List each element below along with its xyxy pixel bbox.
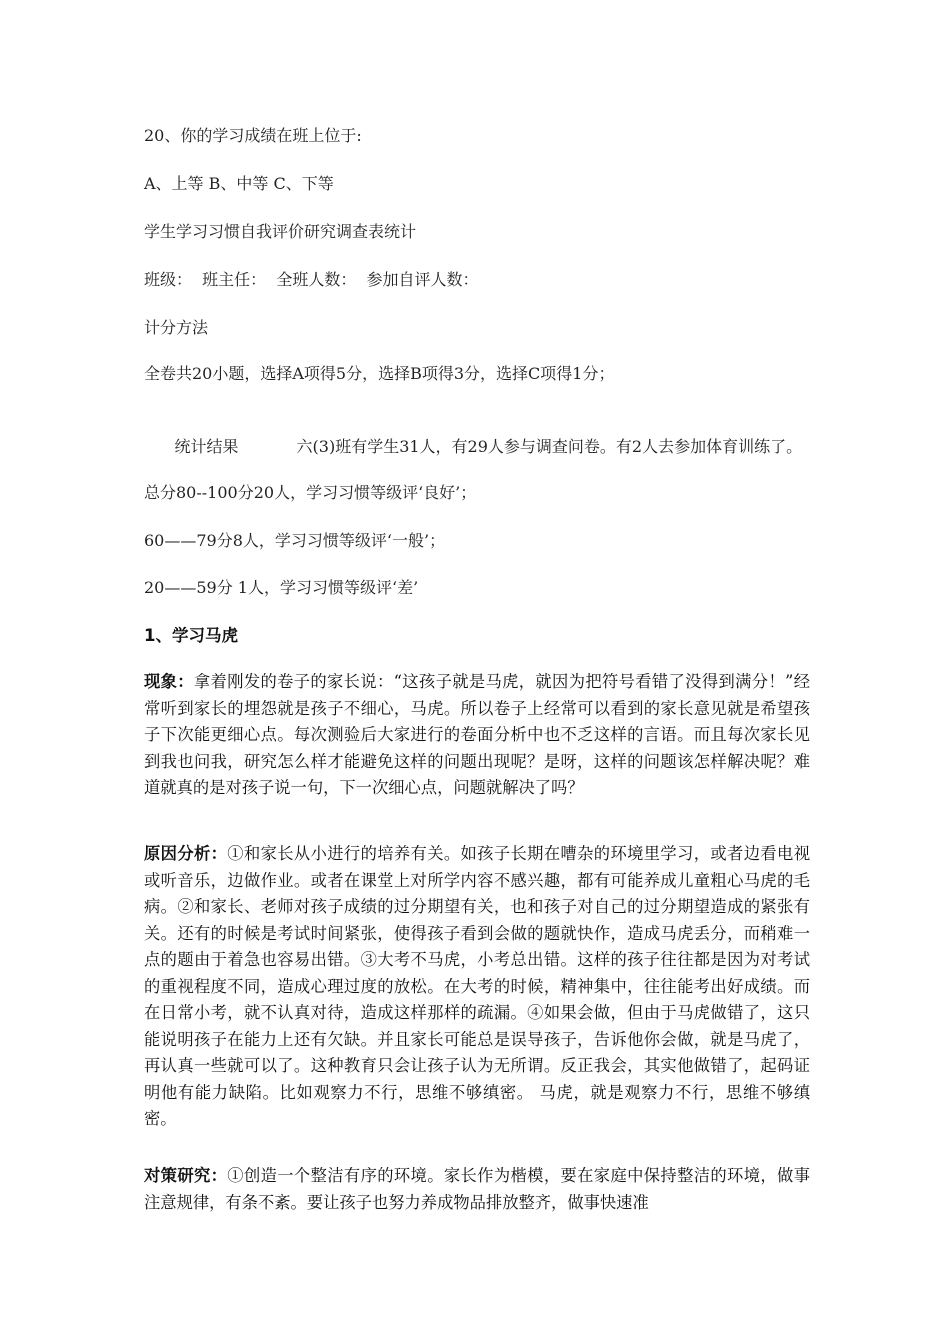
section-heading: 1、学习马虎 (144, 626, 238, 645)
result-block (144, 409, 814, 484)
result-line-good: 总分80--100分20人，学习习惯等级评‘良好’； (144, 483, 477, 502)
survey-options-20: A、上等 B、中等 C、下等 (144, 174, 334, 193)
phenomenon-paragraph (144, 669, 810, 802)
survey-question-20: 20、你的学习成绩在班上位于: (144, 126, 362, 145)
phenomenon-label: 现象： (144, 672, 194, 691)
strategy-label: 对策研究： (144, 1166, 228, 1185)
stats-title: 学生学习习惯自我评价研究调查表统计 (144, 222, 417, 241)
analysis-text: ①和家长从小进行的培养有关。如孩子长期在嘈杂的环境里学习，或者边看电视或听音乐，边做作业。或者在课堂上对所学内容不感兴趣，都有可能养成儿童粗心马虎的毛病。②和家长、老师对孩子成绩的过分期望有关，也和孩子对自己的过分期望造成的紧张有关。还有的时候是考试时间紧张，使得孩子看到会做的题就快作，造成马虎丢分，而稍难一点的题由于着急也容易出错。③大考不马虎，小考总出错。这样的孩子往往都是因为对考试的重视程度不同，造成心理过度的放松。在大考的时候，精神集中，往往能考出好成绩。而在日常小考，就不认真对待，造成这样那样的疏漏。④如果会做，但由于马虎做错了，这只能说明孩子在能力上还有欠缺。并且家长可能总是误导孩子，告诉他你会做，就是马虎了，再认真一些就可以了。这种教育只会让孩子认为无所谓。反正我会，其实他做错了，起码证明他有能力缺陷。比如观察力不行，思维不够缜密。 马虎，就是观察力不行，思维不够缜密。 (144, 844, 810, 1128)
strategy-text: ①创造一个整洁有序的环境。家长作为楷模，要在家庭中保持整洁的环境，做事注意规律，有条不紊。要让孩子也努力养成物品排放整齐，做事快速准 (144, 1166, 810, 1212)
scoring-rule: 全卷共20小题，选择A项得5分，选择B项得3分，选择C项得1分； (144, 364, 615, 383)
result-text: 六(3)班有学生31人，有29人参与调查问卷。有2人去参加体育训练了。 (296, 437, 803, 456)
result-line-poor: 20——59分 1人，学习习惯等级评‘差’ (144, 578, 419, 597)
analysis-paragraph (144, 841, 810, 1133)
analysis-label: 原因分析： (144, 844, 228, 863)
class-info-line: 班级： 班主任： 全班人数： 参加自评人数： (144, 270, 479, 289)
phenomenon-text: 拿着刚发的卷子的家长说：“这孩子就是马虎，就因为把符号看错了没得到满分！”经常听到家长的埋怨就是孩子不细心，马虎。所以卷子上经常可以看到的家长意见就是希望孩子下次能更细心点。每次测验后大家进行的卷面分析中也不乏这样的言语。而且每次家长见到我也问我，研究怎么样才能避免这样的问题出现呢？是呀，这样的问题该怎样解决呢？难道就真的是对孩子说一句，下一次细心点，问题就解决了吗？ (144, 672, 810, 797)
result-label: 统计结果 (174, 437, 239, 456)
scoring-heading: 计分方法 (144, 318, 209, 337)
result-line-average: 60——79分8人，学习习惯等级评‘一般’； (144, 531, 446, 550)
strategy-paragraph (144, 1163, 810, 1216)
